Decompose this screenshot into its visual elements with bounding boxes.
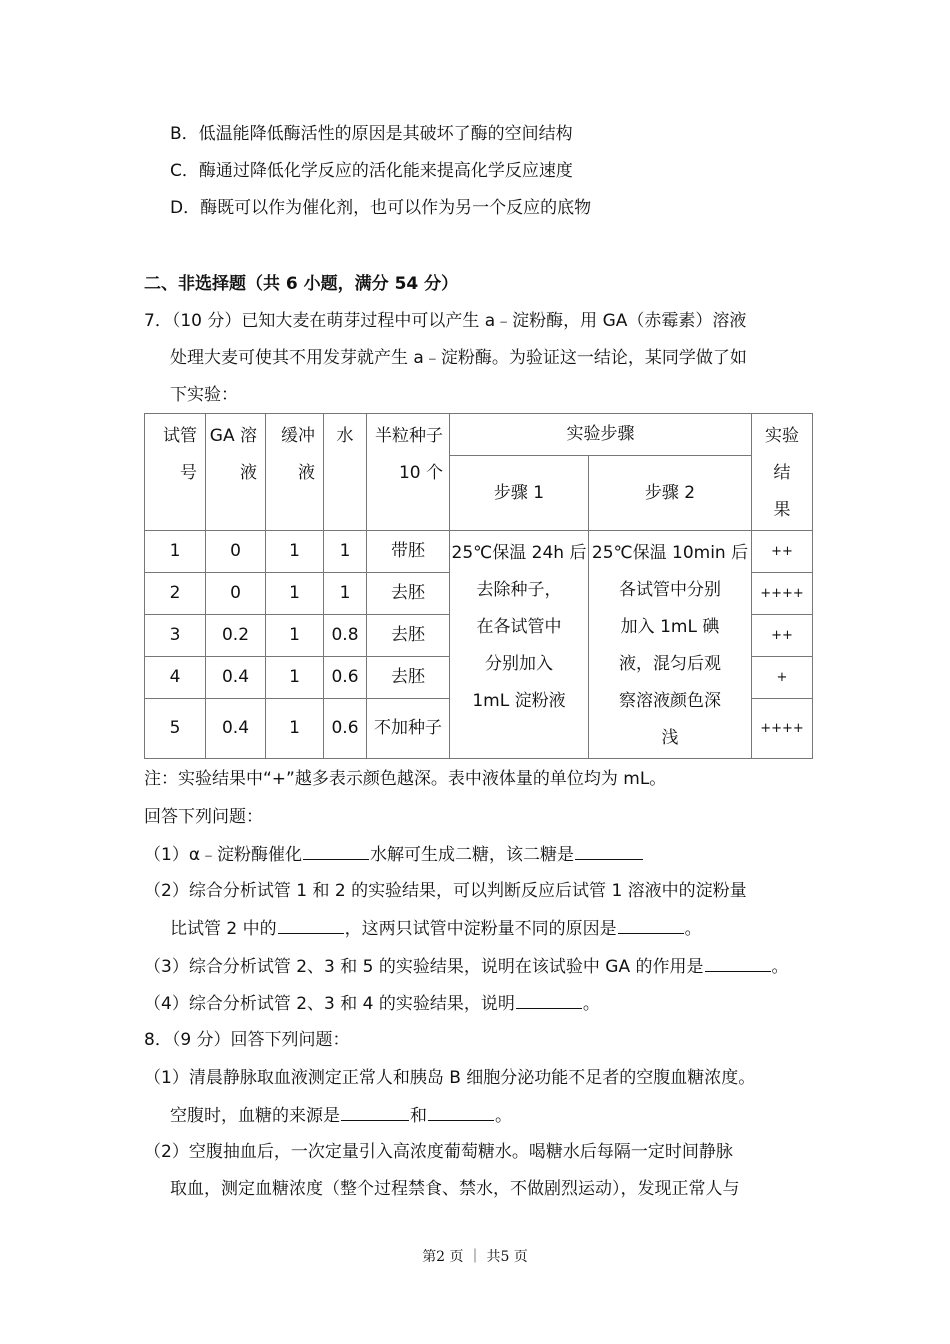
answer-blank[interactable] — [516, 991, 582, 1009]
header-step1: 步骤 1 — [450, 456, 589, 531]
q8-sub1-line1: （1）清晨静脉取血液测定正常人和胰岛 B 细胞分泌功能不足者的空腹血糖浓度。 — [144, 1068, 756, 1088]
answer-intro: 回答下列问题： — [144, 807, 263, 827]
q7-sub1: （1）α﹣淀粉酶催化 水解可生成二糖，该二糖是 — [144, 842, 644, 867]
header-result: 实验 结 果 — [752, 414, 813, 531]
q7-line2: 处理大麦可使其不用发芽就产生 a﹣淀粉酶。为验证这一结论，某同学做了如 — [170, 348, 747, 368]
table-row: 3 0.2 1 0.8 去胚 ++ — [145, 615, 813, 657]
header-seed: 半粒种子 10 个 — [367, 414, 450, 531]
q8-sub1-line2: 空腹时，血糖的来源是 和 。 — [170, 1103, 512, 1128]
header-step2: 步骤 2 — [589, 456, 752, 531]
answer-blank[interactable] — [278, 916, 344, 934]
q7-line3: 下实验： — [170, 385, 238, 405]
option-b: B．低温能降低酶活性的原因是其破坏了酶的空间结构 — [170, 124, 573, 144]
q7-sub3: （3）综合分析试管 2、3 和 5 的实验结果，说明在该试验中 GA 的作用是 。 — [144, 954, 789, 979]
section-title: 二、非选择题（共 6 小题，满分 54 分） — [144, 274, 459, 294]
step1-cell: 25℃保温 24h 后 去除种子， 在各试管中 分别加入 1mL 淀粉液 — [450, 531, 589, 759]
header-steps: 实验步骤 — [450, 414, 752, 456]
answer-blank[interactable] — [575, 842, 643, 860]
table-row: 4 0.4 1 0.6 去胚 + — [145, 657, 813, 699]
answer-blank[interactable] — [705, 954, 771, 972]
q7-sub2-line2: 比试管 2 中的 ，这两只试管中淀粉量不同的原因是 。 — [170, 916, 702, 941]
option-d: D．酶既可以作为催化剂，也可以作为另一个反应的底物 — [170, 198, 592, 218]
answer-blank[interactable] — [303, 842, 369, 860]
experiment-table — [144, 413, 813, 759]
header-ga: GA 溶 液 — [206, 414, 266, 531]
answer-blank[interactable] — [618, 916, 684, 934]
page-footer: 第2 页 ｜ 共5 页 — [422, 1249, 528, 1265]
answer-blank[interactable] — [341, 1103, 409, 1121]
step2-cell: 25℃保温 10min 后 各试管中分别 加入 1mL 碘 液，混匀后观 察溶液颜色深 浅 — [589, 531, 752, 759]
option-c: C．酶通过降低化学反应的活化能来提高化学反应速度 — [170, 161, 573, 181]
header-water: 水 — [324, 414, 367, 531]
q7-line1: 7．（10 分）已知大麦在萌芽过程中可以产生 a﹣淀粉酶，用 GA（赤霉素）溶液 — [144, 311, 747, 331]
table-row: 5 0.4 1 0.6 不加种子 ++++ — [145, 699, 813, 759]
q8-sub2-line2: 取血，测定血糖浓度（整个过程禁食、禁水，不做剧烈运动），发现正常人与 — [170, 1179, 740, 1199]
table-row: 2 0 1 1 去胚 ++++ — [145, 573, 813, 615]
table-row: 1 0 1 1 带胚 25℃保温 24h 后 去除种子， 在各试管中 分别加入 1mL 淀粉液 25℃保温 10min 后 各试管中分别 加入 1mL 碘 液，混匀后观 察溶液颜色深 浅 ++ — [145, 531, 813, 573]
answer-blank[interactable] — [428, 1103, 494, 1121]
header-tube: 试管 号 — [145, 414, 206, 531]
q8-sub2-line1: （2）空腹抽血后，一次定量引入高浓度葡萄糖水。喝糖水后每隔一定时间静脉 — [144, 1142, 733, 1162]
q7-sub2-line1: （2）综合分析试管 1 和 2 的实验结果，可以判断反应后试管 1 溶液中的淀粉量 — [144, 881, 747, 901]
q8-title: 8．（9 分）回答下列问题： — [144, 1030, 350, 1050]
header-buffer: 缓冲 液 — [266, 414, 324, 531]
table-note: 注：实验结果中“+”越多表示颜色越深。表中液体量的单位均为 mL。 — [144, 769, 667, 789]
q7-sub4: （4）综合分析试管 2、3 和 4 的实验结果，说明 。 — [144, 991, 600, 1016]
